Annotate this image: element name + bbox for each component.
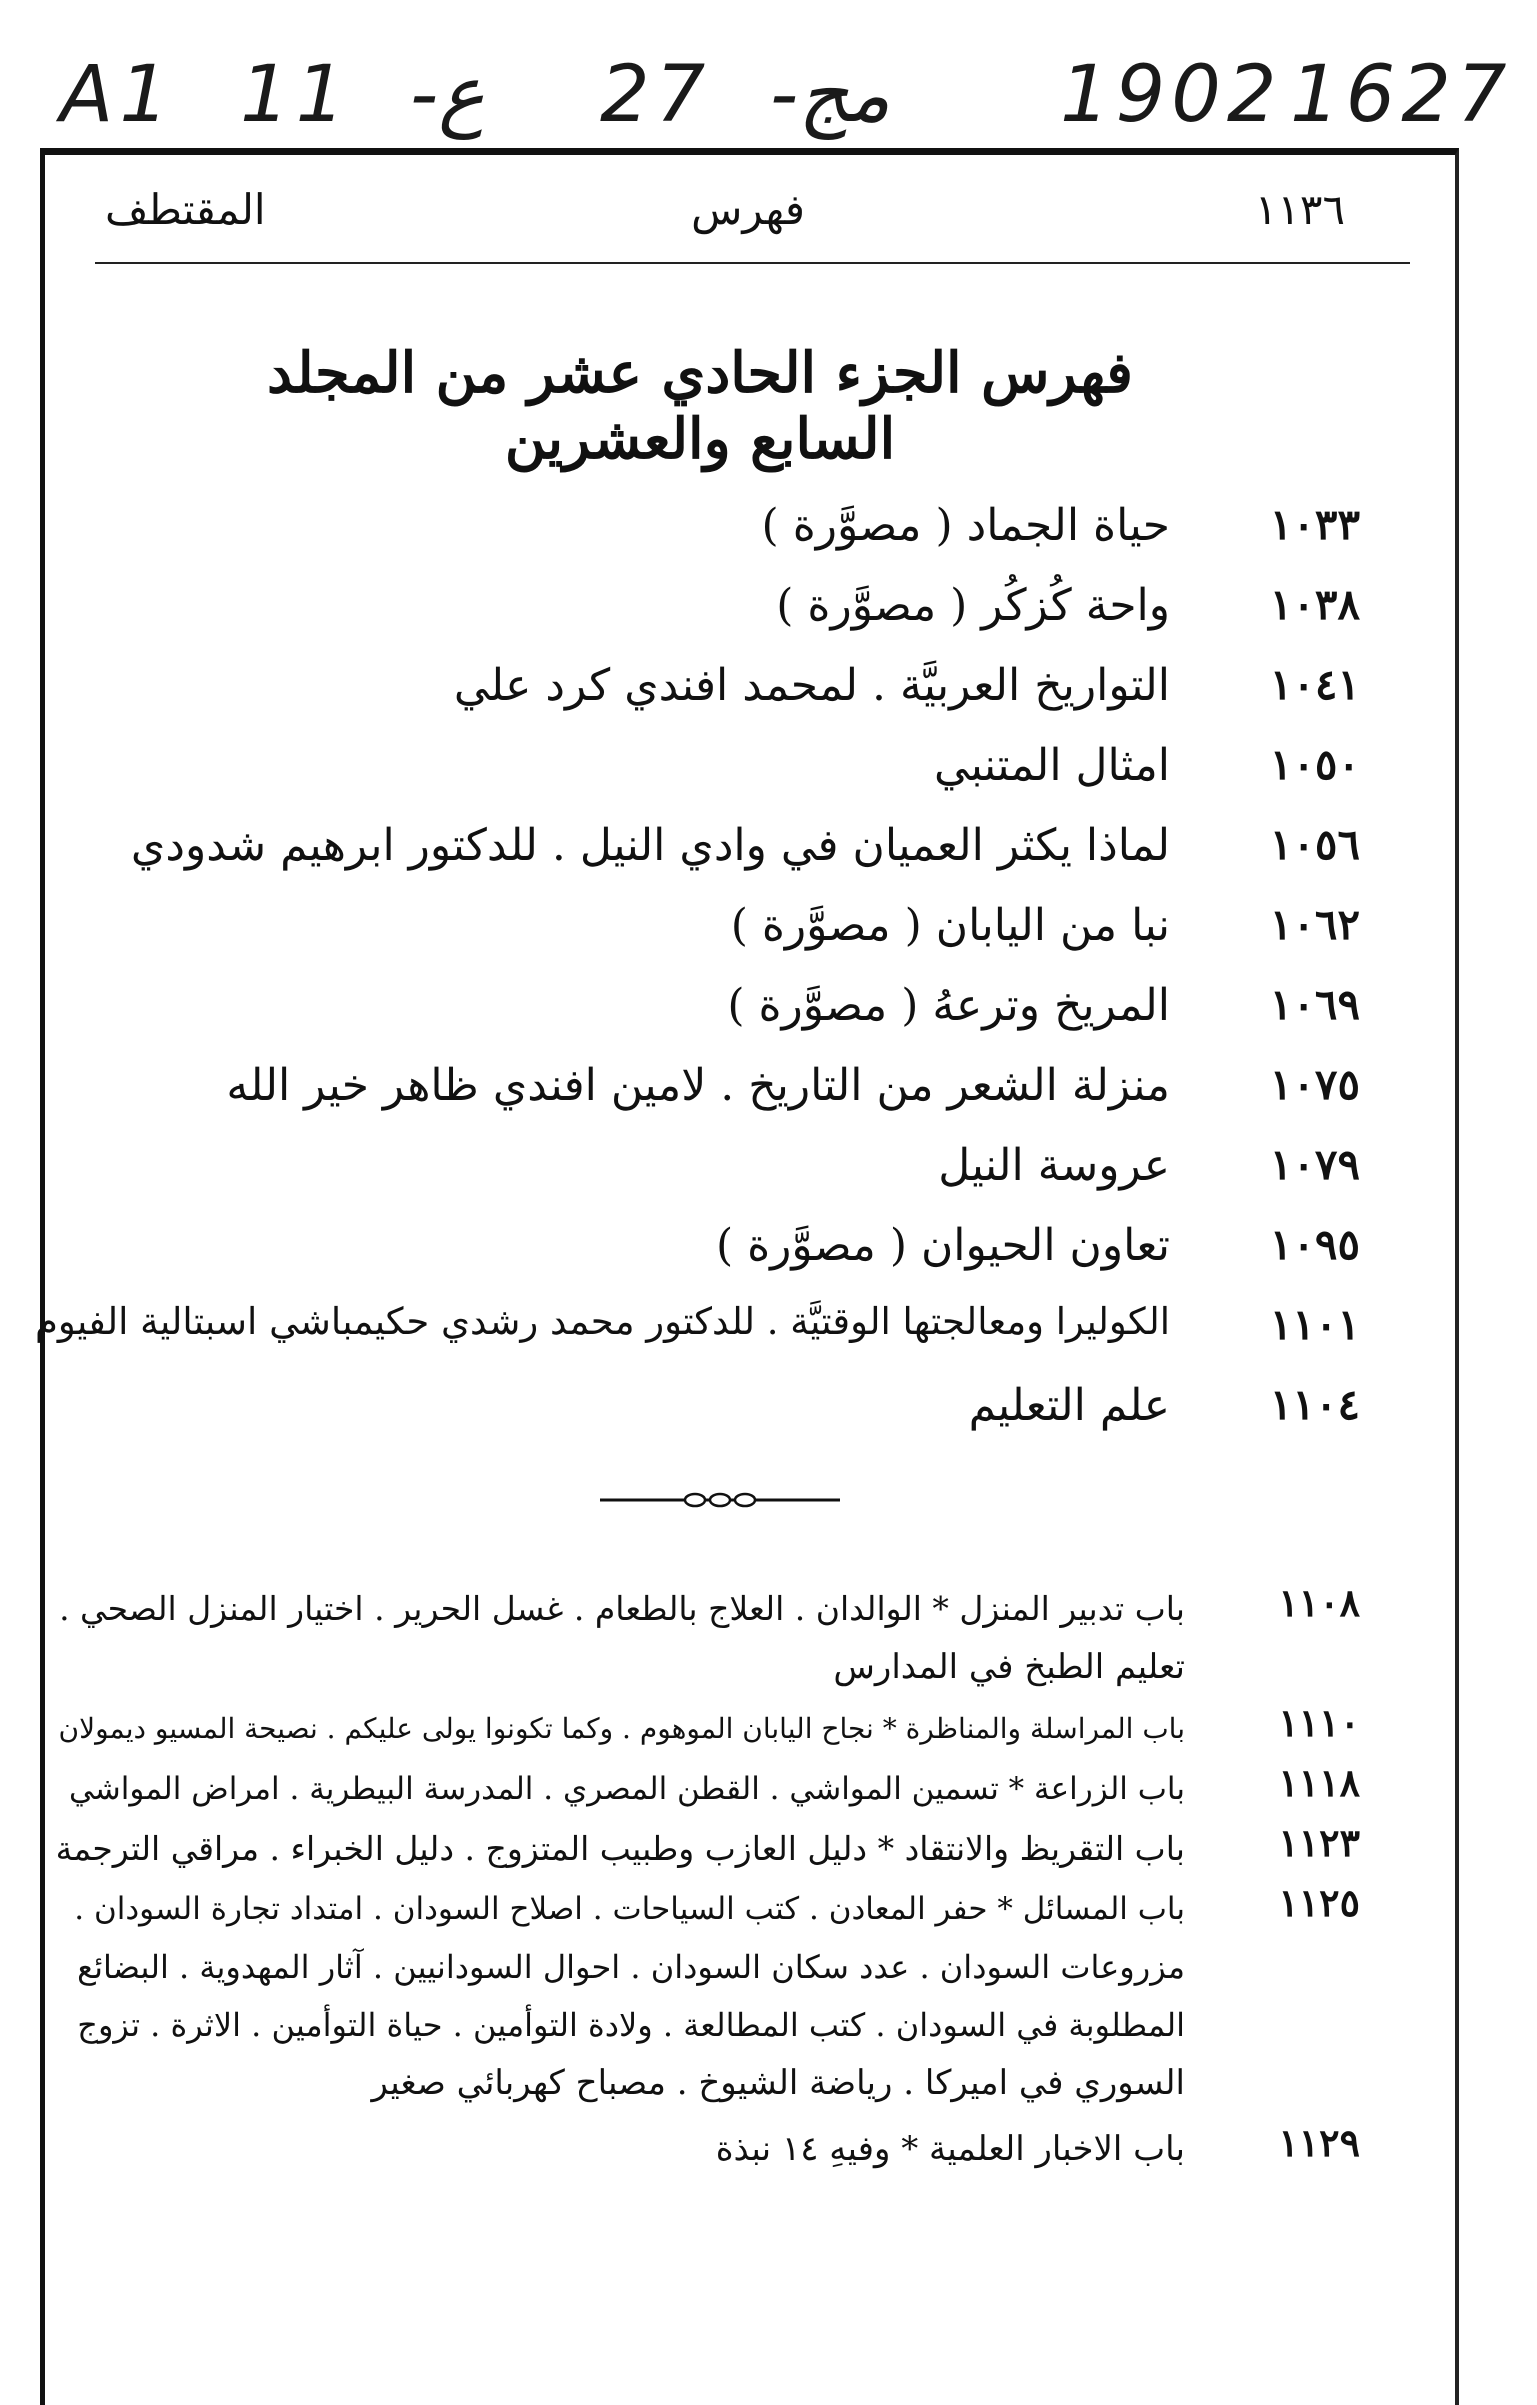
toc-page: ١٠٥٦ (1269, 820, 1360, 869)
header-rule (95, 262, 1410, 264)
section-page: ١١١٠ (1278, 1700, 1360, 1745)
toc-entry (60, 660, 1360, 740)
toc-page: ١٠٦٢ (1269, 900, 1360, 949)
section-text (50, 2120, 1185, 2178)
section-text (50, 1700, 1185, 1758)
section-text (50, 1760, 1185, 1818)
journal-name: المقتطف (105, 185, 266, 234)
toc-entry (60, 580, 1360, 660)
toc-title: لماذا يكثر العميان في وادي النيل . للدكتور ابرهيم شدودي (130, 820, 1170, 871)
running-head (95, 185, 1405, 265)
section-page: ١١٢٥ (1278, 1880, 1360, 1925)
section-line: باب الاخبار العلمية * وفيهِ ١٤ نبذة (715, 2129, 1185, 2169)
handwritten-annotation (60, 20, 1520, 150)
toc-title: الكوليرا ومعالجتها الوقتيَّة . للدكتور محمد رشدي حكيمباشي اسبتالية الفيوم (34, 1300, 1170, 1343)
toc-title: المريخ وترعهُ ( مصوَّرة ) (727, 980, 1170, 1031)
toc-entry (60, 1060, 1360, 1140)
handwritten-note: A1 (60, 50, 175, 140)
section-page: ١١٢٣ (1278, 1820, 1360, 1865)
section-line: باب الزراعة * تسمين المواشي . القطن المصري . المدرسة البيطرية . امراض المواشي (68, 1771, 1185, 1807)
section-text (50, 1820, 1185, 1878)
toc-title: واحة كُزكُر ( مصوَّرة ) (776, 580, 1170, 631)
toc-title: حياة الجماد ( مصوَّرة ) (761, 500, 1170, 551)
toc-entry (60, 820, 1360, 900)
toc-entry (34, 1300, 1360, 1380)
running-head-section: فهرس (691, 185, 805, 234)
handwritten-note: -مج (770, 50, 891, 140)
toc-page: ١١٠٤ (1269, 1380, 1360, 1429)
toc-page: ١٠٤١ (1269, 660, 1360, 709)
handwritten-note: 27 (600, 50, 712, 140)
section-line: باب تدبير المنزل * الوالدان . العلاج بالطعام . غسل الحرير . اختيار المنزل الصحي . (59, 1589, 1185, 1628)
section-page: ١١٢٩ (1278, 2120, 1360, 2165)
section-line: مزروعات السودان . عدد سكان السودان . احوال السودانيين . آثار المهدوية . البضائع (77, 1948, 1185, 1986)
toc-page: ١٠٦٩ (1269, 980, 1360, 1029)
section-line: المطلوبة في السودان . كتب المطالعة . ولادة التوأمين . حياة التوأمين . الاثرة . تزوج (77, 2006, 1185, 2044)
toc-title: علم التعليم (968, 1380, 1170, 1431)
toc-page: ١٠٧٥ (1269, 1060, 1360, 1109)
section-page: ١١٠٨ (1278, 1580, 1360, 1625)
toc-page: ١٠٥٠ (1269, 740, 1360, 789)
toc-title: تعاون الحيوان ( مصوَّرة ) (715, 1220, 1170, 1271)
toc-title: عروسة النيل (938, 1140, 1170, 1191)
section-line: باب التقريظ والانتقاد * دليل العازب وطبيب المتزوج . دليل الخبراء . مراقي الترجمة (55, 1829, 1185, 1868)
section-line: تعليم الطبخ في المدارس (833, 1647, 1185, 1687)
handwritten-note: 1902 (1060, 50, 1283, 140)
toc-page: ١٠٣٣ (1269, 500, 1360, 549)
section-text (50, 1580, 1185, 1696)
toc-entry (60, 1380, 1360, 1460)
toc-title: منزلة الشعر من التاريخ . لامين افندي ظاهر خير الله (226, 1060, 1170, 1111)
toc-page: ١١٠١ (1269, 1300, 1360, 1349)
toc-entry (60, 740, 1360, 820)
section-line: باب المسائل * حفر المعادن . كتب السياحات . اصلاح السودان . امتداد تجارة السودان . (74, 1891, 1185, 1927)
handwritten-note: 1627 (1290, 50, 1513, 140)
toc-page: ١٠٧٩ (1269, 1140, 1360, 1189)
toc-entry (60, 1140, 1360, 1220)
toc-entry (60, 1220, 1360, 1300)
section-text (50, 1880, 1185, 2112)
toc-entry (60, 500, 1360, 580)
ornament-divider (600, 1490, 840, 1510)
toc-page: ١٠٩٥ (1269, 1220, 1360, 1269)
handwritten-note: 11 (240, 50, 352, 140)
toc-title: امثال المتنبي (933, 740, 1170, 791)
toc-title: التواريخ العربيَّة . لمحمد افندي كرد علي (453, 660, 1170, 711)
handwritten-note: -ع (410, 50, 485, 140)
toc-title: نبا من اليابان ( مصوَّرة ) (730, 900, 1170, 951)
page-title: فهرس الجزء الحادي عشر من المجلد السابع والعشرين (267, 340, 1133, 472)
page-number: ١١٣٦ (1254, 185, 1345, 234)
toc-entry (60, 980, 1360, 1060)
section-line: السوري في اميركا . رياضة الشيوخ . مصباح كهربائي صغير (371, 2063, 1185, 2103)
toc-entry (60, 900, 1360, 980)
section-line: باب المراسلة والمناظرة * نجاح اليابان الموهوم . وكما تكونوا يولى عليكم . نصيحة المسيو ديمولان (58, 1712, 1185, 1745)
toc-page: ١٠٣٨ (1269, 580, 1360, 629)
section-page: ١١١٨ (1278, 1760, 1360, 1805)
